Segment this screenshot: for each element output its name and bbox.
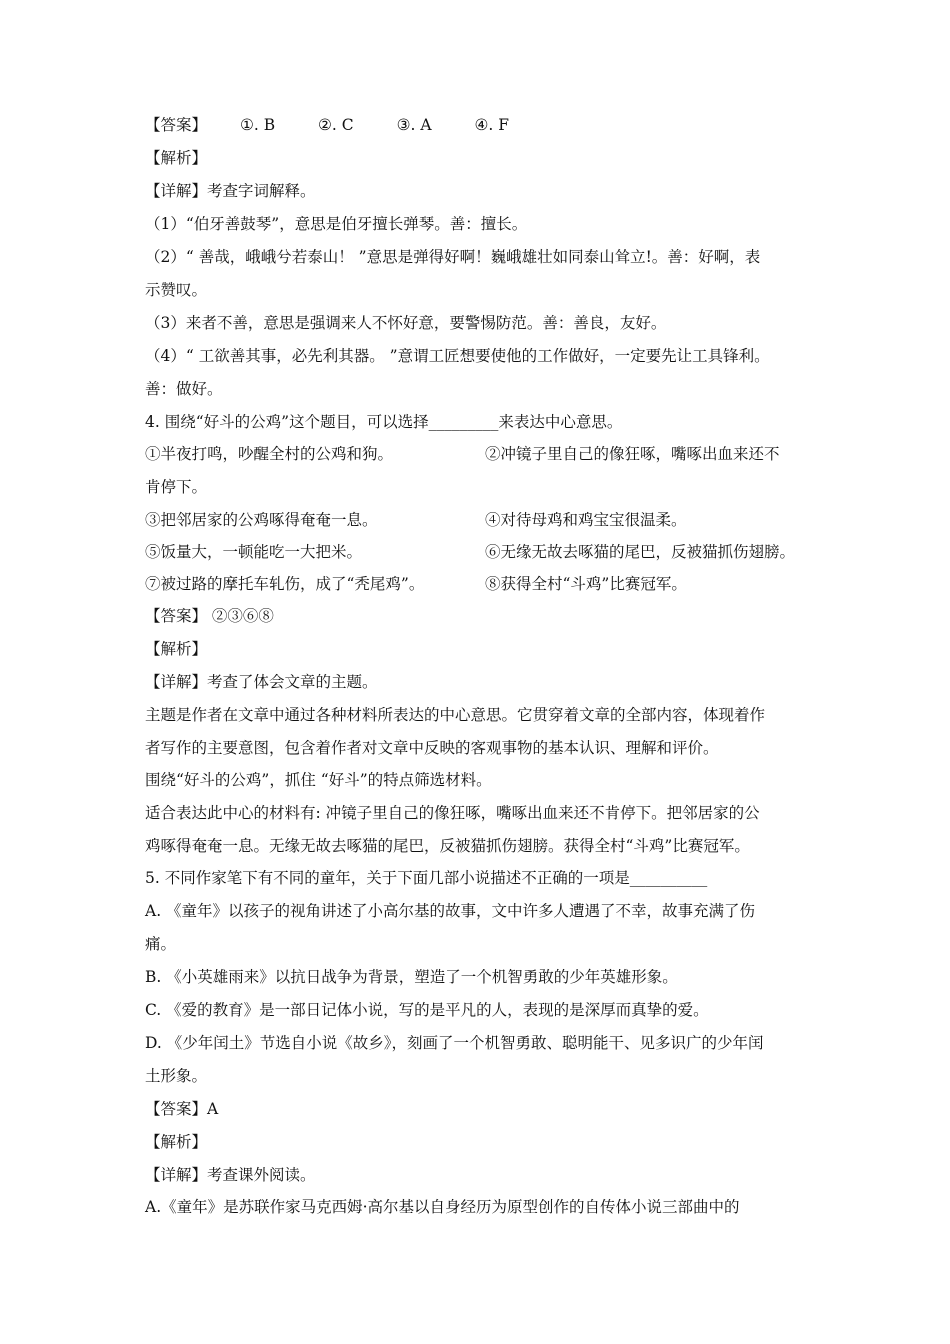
explanation-paragraph: 鸡啄得奄奄一息。无缘无故去啄猫的尾巴，反被猫抓伤翅膀。获得全村“斗鸡”比赛冠军。 (145, 837, 750, 855)
explanation-paragraph: 示赞叹。 (145, 281, 208, 299)
detail-heading: 【详解】考查字词解释。 (145, 182, 316, 200)
option-item: ⑥无缘无故去啄猫的尾巴，反被猫抓伤翅膀。 (485, 543, 796, 561)
option-item: ②冲镜子里自己的像狂啄，嘴啄出血来还不 (485, 445, 780, 463)
answer-option: ②. C (318, 116, 354, 134)
detail-heading: 【详解】考查了体会文章的主题。 (145, 673, 378, 691)
option-item: ⑤饭量大，一顿能吃一大把米。 (145, 543, 363, 561)
answer-option: ④. F (474, 116, 509, 134)
explanation-paragraph: （1）“伯牙善鼓琴”，意思是伯牙擅长弹琴。善：擅长。 (145, 215, 528, 233)
answer-option: ③. A (396, 116, 432, 134)
analysis-heading: 【解析】 (145, 640, 208, 658)
option-item: ③把邻居家的公鸡啄得奄奄一息。 (145, 511, 378, 529)
explanation-paragraph: 围绕“好斗的公鸡”，抓住 “好斗”的特点筛选材料。 (145, 771, 492, 789)
option-item: ⑧获得全村“斗鸡”比赛冠军。 (485, 575, 687, 593)
option-item: ⑦被过路的摩托车轧伤，成了“秃尾鸡”。 (145, 575, 425, 593)
question-stem: 5. 不同作家笔下有不同的童年，关于下面几部小说描述不正确的一项是__________ (145, 869, 708, 887)
answer-label: 【答案】 (145, 116, 208, 134)
choice-d-cont: 土形象。 (145, 1067, 208, 1085)
option-item: ①半夜打鸣，吵醒全村的公鸡和狗。 (145, 445, 394, 463)
choice-b: B. 《小英雄雨来》以抗日战争为背景，塑造了一个机智勇敢的少年英雄形象。 (145, 968, 678, 986)
choice-c: C. 《爱的教育》是一部日记体小说，写的是平凡的人，表现的是深厚而真挚的爱。 (145, 1001, 709, 1019)
explanation-paragraph: 者写作的主要意图，包含着作者对文章中反映的客观事物的基本认识、理解和评价。 (145, 739, 719, 757)
choice-d: D. 《少年闰土》节选自小说《故乡》，刻画了一个机智勇敢、聪明能干、见多识广的少年闰 (145, 1034, 764, 1052)
explanation-paragraph: 主题是作者在文章中通过各种材料所表达的中心意思。它贯穿着文章的全部内容，体现着作 (145, 706, 766, 724)
choice-a-cont: 痛。 (145, 935, 177, 953)
explanation-paragraph: （2）“ 善哉，峨峨兮若泰山！ ”意思是弹得好啊！巍峨雄壮如同泰山耸立!。善：好啊，表 (145, 248, 761, 266)
detail-heading: 【详解】考查课外阅读。 (145, 1166, 316, 1184)
explanation-paragraph: （4）“ 工欲善其事，必先利其器。 ”意谓工匠想要使他的工作做好，一定要先让工具锋利。 (145, 347, 770, 365)
question-stem: 4. 围绕“好斗的公鸡”这个题目，可以选择_________来表达中心意思。 (145, 413, 623, 431)
analysis-heading: 【解析】 (145, 149, 208, 167)
explanation-paragraph: 善：做好。 (145, 380, 223, 398)
analysis-heading: 【解析】 (145, 1133, 208, 1151)
option-item: 肯停下。 (145, 478, 208, 496)
choice-a: A. 《童年》以孩子的视角讲述了小高尔基的故事，文中许多人遭遇了不幸，故事充满了伤 (145, 902, 756, 920)
answer-line: 【答案】 ②③⑥⑧ (145, 607, 274, 625)
answer-option: ①. B (239, 116, 276, 134)
answer-line-1 (145, 114, 820, 136)
answer-line: 【答案】A (145, 1100, 219, 1118)
explanation-paragraph: 适合表达此中心的材料有: 冲镜子里自己的像狂啄，嘴啄出血来还不肯停下。把邻居家的公 (145, 804, 760, 822)
explanation-paragraph: （3）来者不善，意思是强调来人不怀好意，要警惕防范。善：善良，友好。 (145, 314, 667, 332)
option-item: ④对待母鸡和鸡宝宝很温柔。 (485, 511, 687, 529)
explanation-paragraph: A.《童年》是苏联作家马克西姆·高尔基以自身经历为原型创作的自传体小说三部曲中的 (145, 1198, 740, 1216)
